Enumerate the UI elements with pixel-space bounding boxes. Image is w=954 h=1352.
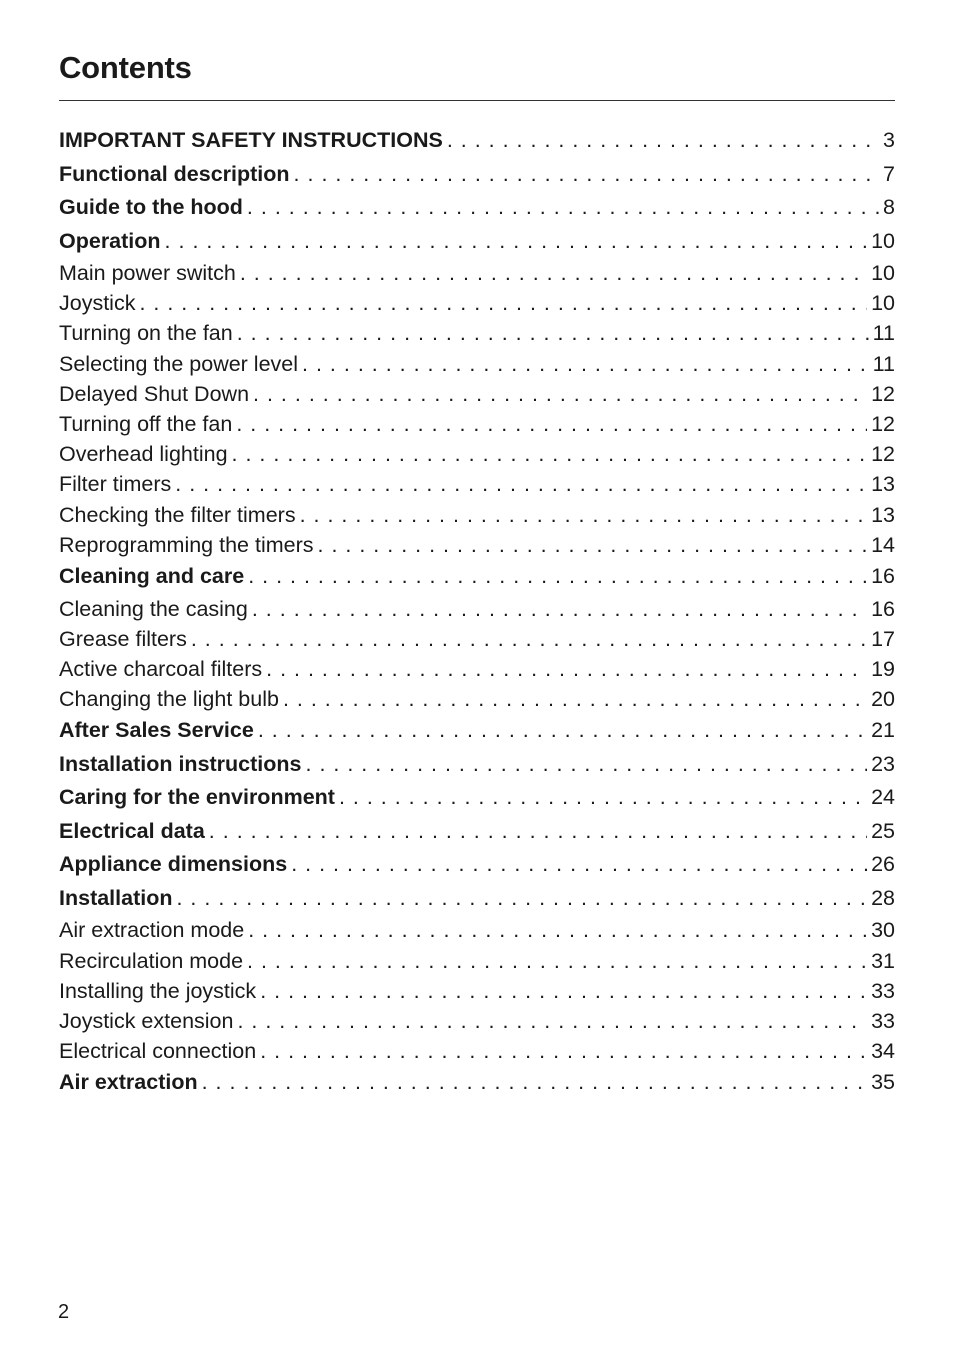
toc-entry[interactable] <box>59 946 895 976</box>
toc-entry-label: Joystick extension <box>59 1008 234 1033</box>
toc-entry[interactable] <box>59 748 895 782</box>
toc-dot-leader <box>233 318 869 348</box>
toc-entry-label: Active charcoal filters <box>59 656 263 681</box>
toc-entry-page-number: 12 <box>871 412 895 437</box>
toc-entry-label: Joystick <box>59 291 136 316</box>
toc-dot-leader <box>335 781 867 815</box>
toc-entry-page-number: 10 <box>871 261 895 285</box>
toc-entry-page-number: 21 <box>871 718 895 743</box>
toc-dot-leader <box>236 258 867 288</box>
page-number: 2 <box>58 1301 70 1323</box>
toc-entry-label: Main power switch <box>59 261 236 285</box>
toc-entry-label: Air extraction mode <box>59 918 245 943</box>
toc-entry[interactable] <box>59 714 895 748</box>
toc-dot-leader <box>198 1066 867 1100</box>
toc-entry-page-number: 19 <box>871 656 895 681</box>
toc-dot-leader <box>232 409 867 439</box>
toc-entry[interactable] <box>59 848 895 882</box>
toc-dot-leader <box>279 684 867 714</box>
toc-entry-label: Grease filters <box>59 626 187 651</box>
toc-entry-label: Turning on the fan <box>59 321 233 346</box>
toc-entry-label: Air extraction <box>59 1070 198 1095</box>
toc-entry-label: Filter timers <box>59 472 172 497</box>
toc-entry-label: Caring for the environment <box>59 785 335 810</box>
toc-entry[interactable] <box>59 560 895 594</box>
toc-entry-label: Electrical connection <box>59 1039 257 1064</box>
toc-entry-label: Recirculation mode <box>59 948 244 973</box>
toc-dot-leader <box>228 439 868 469</box>
toc-entry[interactable] <box>59 1006 895 1036</box>
toc-dot-leader <box>302 748 868 782</box>
toc-entry-label: Electrical data <box>59 818 205 843</box>
toc-entry-page-number: 12 <box>871 381 895 406</box>
toc-entry-page-number: 30 <box>871 918 895 943</box>
title-divider <box>59 100 895 101</box>
toc-dot-leader <box>171 469 867 499</box>
toc-entry-label: Functional description <box>59 161 290 186</box>
toc-entry[interactable] <box>59 624 895 654</box>
toc-dot-leader <box>243 191 879 225</box>
toc-entry-page-number: 16 <box>871 596 895 621</box>
toc-entry[interactable] <box>59 781 895 815</box>
toc-entry-page-number: 17 <box>871 626 895 651</box>
toc-entry-label: Delayed Shut Down <box>59 381 250 406</box>
toc-entry[interactable] <box>59 288 895 318</box>
toc-dot-leader <box>298 349 869 379</box>
toc-dot-leader <box>290 158 879 192</box>
toc-entry[interactable] <box>59 191 895 225</box>
page-title: Contents <box>59 50 192 85</box>
toc-entry-label: Cleaning the casing <box>59 596 248 621</box>
toc-entry-page-number: 34 <box>871 1039 895 1064</box>
toc-dot-leader <box>135 288 867 318</box>
toc-dot-leader <box>256 1036 867 1066</box>
toc-entry[interactable] <box>59 225 895 259</box>
toc-entry-label: Cleaning and care <box>59 564 245 589</box>
toc-entry-page-number: 3 <box>883 128 895 152</box>
toc-entry[interactable] <box>59 258 895 288</box>
toc-entry-page-number: 11 <box>872 351 895 376</box>
toc-dot-leader <box>187 624 867 654</box>
toc-dot-leader <box>249 379 867 409</box>
toc-entry-page-number: 8 <box>883 195 895 219</box>
toc-entry[interactable] <box>59 882 895 916</box>
toc-entry[interactable] <box>59 915 895 945</box>
toc-entry[interactable] <box>59 349 895 379</box>
toc-dot-leader <box>205 815 867 849</box>
toc-entry-page-number: 35 <box>871 1070 895 1095</box>
toc-entry[interactable] <box>59 409 895 439</box>
toc-entry-page-number: 24 <box>871 785 895 810</box>
toc-entry-page-number: 25 <box>871 818 895 843</box>
toc-dot-leader <box>244 560 867 594</box>
toc-entry-page-number: 12 <box>871 442 895 467</box>
toc-entry[interactable] <box>59 654 895 684</box>
toc-dot-leader <box>248 594 867 624</box>
toc-entry-page-number: 10 <box>871 228 895 253</box>
toc-entry[interactable] <box>59 158 895 192</box>
toc-entry-label: Checking the filter timers <box>59 502 296 527</box>
toc-entry-label: Reprogramming the timers <box>59 532 314 557</box>
toc-entry-page-number: 7 <box>883 161 895 186</box>
toc-entry-page-number: 23 <box>871 751 895 776</box>
toc-entry[interactable] <box>59 684 895 714</box>
toc-entry-page-number: 33 <box>871 1008 895 1033</box>
toc-entry-label: Installing the joystick <box>59 978 257 1003</box>
toc-entry-label: Appliance dimensions <box>59 852 288 877</box>
toc-dot-leader <box>233 1006 867 1036</box>
toc-entry-page-number: 20 <box>871 687 895 712</box>
toc-dot-leader <box>254 714 867 748</box>
toc-entry-page-number: 28 <box>871 885 895 910</box>
toc-entry[interactable] <box>59 815 895 849</box>
toc-entry-label: Turning off the fan <box>59 412 233 437</box>
toc-entry-page-number: 10 <box>871 291 895 316</box>
toc-entry-label: Changing the light bulb <box>59 687 279 712</box>
toc-entry[interactable] <box>59 318 895 348</box>
toc-entry[interactable] <box>59 379 895 409</box>
toc-entry-label: After Sales Service <box>59 718 254 743</box>
toc-entry[interactable] <box>59 124 895 158</box>
toc-entry-page-number: 31 <box>871 948 895 973</box>
toc-dot-leader <box>161 225 868 259</box>
toc-entry[interactable] <box>59 594 895 624</box>
toc-entry-page-number: 16 <box>871 564 895 589</box>
toc-entry-page-number: 13 <box>871 472 895 497</box>
toc-entry-page-number: 26 <box>871 852 895 877</box>
toc-entry-page-number: 33 <box>871 978 895 1003</box>
toc-entry-label: Overhead lighting <box>59 442 228 467</box>
toc-dot-leader <box>244 915 867 945</box>
toc-dot-leader <box>314 530 868 560</box>
toc-dot-leader <box>172 882 867 916</box>
toc-entry-label: Selecting the power level <box>59 351 299 376</box>
toc-entry-label: IMPORTANT SAFETY INSTRUCTIONS <box>59 128 443 152</box>
toc-entry[interactable] <box>59 976 895 1006</box>
toc-dot-leader <box>262 654 867 684</box>
toc-entry[interactable] <box>59 500 895 530</box>
toc-entry[interactable] <box>59 1036 895 1066</box>
toc-entry-label: Installation <box>59 885 173 910</box>
toc-entry[interactable] <box>59 530 895 560</box>
toc-entry-page-number: 14 <box>871 532 895 557</box>
toc-entry-label: Operation <box>59 228 161 253</box>
toc-dot-leader <box>243 946 867 976</box>
toc-entry[interactable] <box>59 1066 895 1100</box>
toc-entry-label: Guide to the hood <box>59 195 243 219</box>
toc-dot-leader <box>443 124 879 158</box>
toc-entry-page-number: 13 <box>871 502 895 527</box>
toc-entry[interactable] <box>59 439 895 469</box>
toc-dot-leader <box>296 500 867 530</box>
table-of-contents <box>59 124 895 1100</box>
toc-entry[interactable] <box>59 469 895 499</box>
toc-dot-leader <box>287 848 867 882</box>
toc-entry-label: Installation instructions <box>59 751 302 776</box>
toc-entry-page-number: 11 <box>872 321 895 346</box>
toc-dot-leader <box>256 976 867 1006</box>
